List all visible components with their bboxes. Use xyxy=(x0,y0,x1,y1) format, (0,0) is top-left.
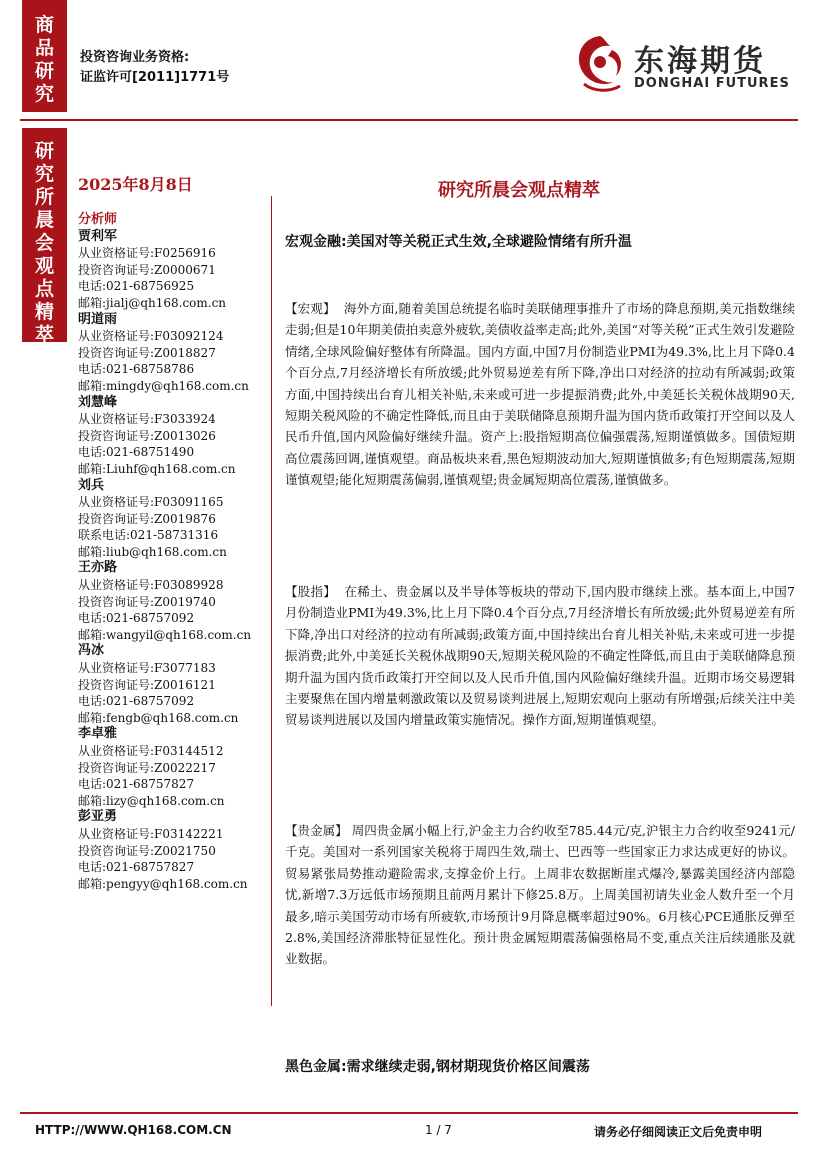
tag-precious-metals: 【贵金属】 xyxy=(285,823,348,838)
analyst-detail[interactable]: 邮箱:liub@qh168.com.cn xyxy=(78,544,227,559)
header-rule xyxy=(20,119,798,121)
analyst-entry xyxy=(78,478,268,561)
analyst-detail: 电话:021-68757092 xyxy=(78,694,195,709)
analyst-name: 李卓雅 xyxy=(78,726,118,742)
analyst-detail: 电话:021-68757827 xyxy=(78,860,195,875)
analyst-detail: 电话:021-68751490 xyxy=(78,445,195,460)
logo-en: DONGHAI FUTURES xyxy=(634,76,790,91)
analyst-detail: 投资咨询证号:Z0022217 xyxy=(78,760,216,775)
analyst-detail[interactable]: 邮箱:mingdy@qh168.com.cn xyxy=(78,378,249,393)
tag-macro: 【宏观】 xyxy=(285,301,336,316)
analyst-detail: 投资咨询证号:Z0018827 xyxy=(78,345,216,360)
text-macro: 海外方面,随着美国总统提名临时美联储理事推升了市场的降息预期,美元指数继续走弱;但是10年期美债拍卖意外疲软,美债收益率走高;此外,美国“对等关税”正式生效引发避险情绪,全球风险偏好整体有所降温。国内方面,中国7月份制造业PMI为49.3%,比上月下降0.4个百分点,7月经济增长有所放缓;此外贸易逆差有所下降,净出口对经济的拉动有所减弱;政策方面,中国持续出台育儿相关补贴,未来或可进一步提振消费;此外,中美延长关税休战期90天,短期关税风险的不确定性降低,而且由于美联储降息预期升温为国内货币政策打开空间以及人民币升值,国内风险偏好继续升温。资产上:股指短期高位偏强震荡,短期谨慎做多。国债短期高位震荡回调,谨慎观望。商品板块来看,黑色短期波动加大,短期谨慎做多;有色短期震荡,短期谨慎观望;能化短期震荡偏弱,谨慎观望;贵金属短期高位震荡,谨慎做多。 xyxy=(285,301,795,488)
analyst-detail: 从业资格证号:F0256916 xyxy=(78,246,216,261)
footer-rule xyxy=(20,1112,798,1114)
analyst-name: 贾利军 xyxy=(78,228,118,244)
dragon-logo-icon xyxy=(570,32,630,94)
analyst-detail[interactable]: 邮箱:pengyy@qh168.com.cn xyxy=(78,876,248,891)
analyst-entry xyxy=(78,643,268,726)
side-tab-top: 商品研究 xyxy=(22,0,67,112)
analyst-detail: 电话:021-68757827 xyxy=(78,777,195,792)
text-precious-metals: 周四贵金属小幅上行,沪金主力合约收至785.44元/克,沪银主力合约收至9241元/千克。美国对一系列国家关税将于周四生效,瑞士、巴西等一些国家正力求达成更好的协议。贸易紧张局势推动避险需求,支撑金价上行。上周非农数据断崖式爆冷,暴露美国经济内部隐忧,新增7.3万远低市场预期且前两月累计下修25.8万。上周美国初请失业金人数升至一个月最多,暗示美国劳动市场有所疲软,市场预计9月降息概率超过90%。6月核心PCE通胀反弹至2.8%,美国经济滞胀特征显性化。预计贵金属短期震荡偏强格局不变,重点关注后续通胀及就业数据。 xyxy=(285,823,795,967)
analyst-detail[interactable]: 邮箱:wangyil@qh168.com.cn xyxy=(78,627,252,642)
certificate-text: 投资咨询业务资格: 证监许可[2011]1771号 xyxy=(80,50,230,85)
analyst-detail: 从业资格证号:F03142221 xyxy=(78,826,224,841)
analyst-name: 王亦路 xyxy=(78,560,118,576)
section-macro-title: 宏观金融:美国对等关税正式生效,全球避险情绪有所升温 xyxy=(285,234,632,250)
analyst-detail: 投资咨询证号:Z0021750 xyxy=(78,843,216,858)
analyst-name: 明道雨 xyxy=(78,311,118,327)
footer-disclaimer: 请务必仔细阅读正文后免责申明 xyxy=(594,1125,763,1139)
report-date: 2025年8月8日 xyxy=(78,175,193,194)
page-title: 研究所晨会观点精萃 xyxy=(438,180,600,201)
analyst-detail: 投资咨询证号:Z0013026 xyxy=(78,428,216,443)
tag-stock-index: 【股指】 xyxy=(285,584,337,599)
analyst-entry xyxy=(78,809,268,892)
analyst-detail: 联系电话:021-58731316 xyxy=(78,528,219,543)
analyst-detail: 从业资格证号:F03089928 xyxy=(78,578,224,593)
paragraph-macro xyxy=(285,298,795,491)
analyst-entry xyxy=(78,395,268,478)
company-logo xyxy=(570,30,800,100)
footer-url[interactable]: HTTP://WWW.QH168.COM.CN xyxy=(35,1123,232,1137)
analyst-detail: 从业资格证号:F03091165 xyxy=(78,495,224,510)
analyst-detail[interactable]: 邮箱:fengb@qh168.com.cn xyxy=(78,710,239,725)
analyst-label: 分析师 xyxy=(78,212,118,227)
analyst-detail: 电话:021-68758786 xyxy=(78,362,195,377)
section-black-metals-title: 黑色金属:需求继续走弱,钢材期现货价格区间震荡 xyxy=(285,1059,590,1075)
column-divider xyxy=(271,196,272,1006)
analyst-entry xyxy=(78,312,268,395)
analyst-detail: 电话:021-68757092 xyxy=(78,611,195,626)
paragraph-precious-metals xyxy=(285,820,795,970)
analyst-detail[interactable]: 邮箱:Liuhf@qh168.com.cn xyxy=(78,461,236,476)
paragraph-stock-index xyxy=(285,581,795,731)
analyst-detail: 投资咨询证号:Z0000671 xyxy=(78,262,216,277)
analyst-entry xyxy=(78,229,268,312)
analyst-entry xyxy=(78,726,268,809)
analyst-detail: 投资咨询证号:Z0016121 xyxy=(78,677,216,692)
analyst-detail: 电话:021-68756925 xyxy=(78,279,195,294)
analyst-detail: 从业资格证号:F3033924 xyxy=(78,412,216,427)
analyst-name: 刘慧峰 xyxy=(78,394,118,410)
logo-cn: 东海期货 xyxy=(634,44,766,79)
analyst-name: 刘兵 xyxy=(78,477,105,493)
page-number: 1 / 7 xyxy=(425,1123,452,1137)
analyst-detail[interactable]: 邮箱:lizy@qh168.com.cn xyxy=(78,793,225,808)
analyst-detail: 投资咨询证号:Z0019876 xyxy=(78,511,216,526)
text-stock-index: 在稀土、贵金属以及半导体等板块的带动下,国内股市继续上涨。基本面上,中国7月份制造业PMI为49.3%,比上月下降0.4个百分点,7月经济增长有所放缓;此外贸易逆差有所下降,净出口对经济的拉动有所减弱;政策方面,中国持续出台育儿相关补贴,未来或可进一步提振消费;此外,中美延长关税休战期90天,短期关税风险的不确定性降低,而且由于美联储降息预期升温为国内货币政策打开空间以及人民币升值,国内风险偏好继续升温。近期市场交易逻辑主要聚焦在国内增量刺激政策以及贸易谈判进展上,短期宏观向上驱动有所增强;后续关注中美贸易谈判进展以及国内增量政策实施情况。操作方面,短期谨慎观望。 xyxy=(285,584,795,728)
analyst-name: 彭亚勇 xyxy=(78,809,118,825)
analyst-detail: 从业资格证号:F3077183 xyxy=(78,661,216,676)
analyst-entry xyxy=(78,560,268,643)
analyst-detail: 从业资格证号:F03092124 xyxy=(78,329,224,344)
analyst-detail[interactable]: 邮箱:jialj@qh168.com.cn xyxy=(78,295,227,310)
analyst-name: 冯冰 xyxy=(78,643,105,659)
analyst-detail: 投资咨询证号:Z0019740 xyxy=(78,594,216,609)
analyst-list xyxy=(78,212,268,892)
side-tab-main: 研究所晨会观点精萃 xyxy=(22,128,67,342)
analyst-detail: 从业资格证号:F03144512 xyxy=(78,744,224,758)
